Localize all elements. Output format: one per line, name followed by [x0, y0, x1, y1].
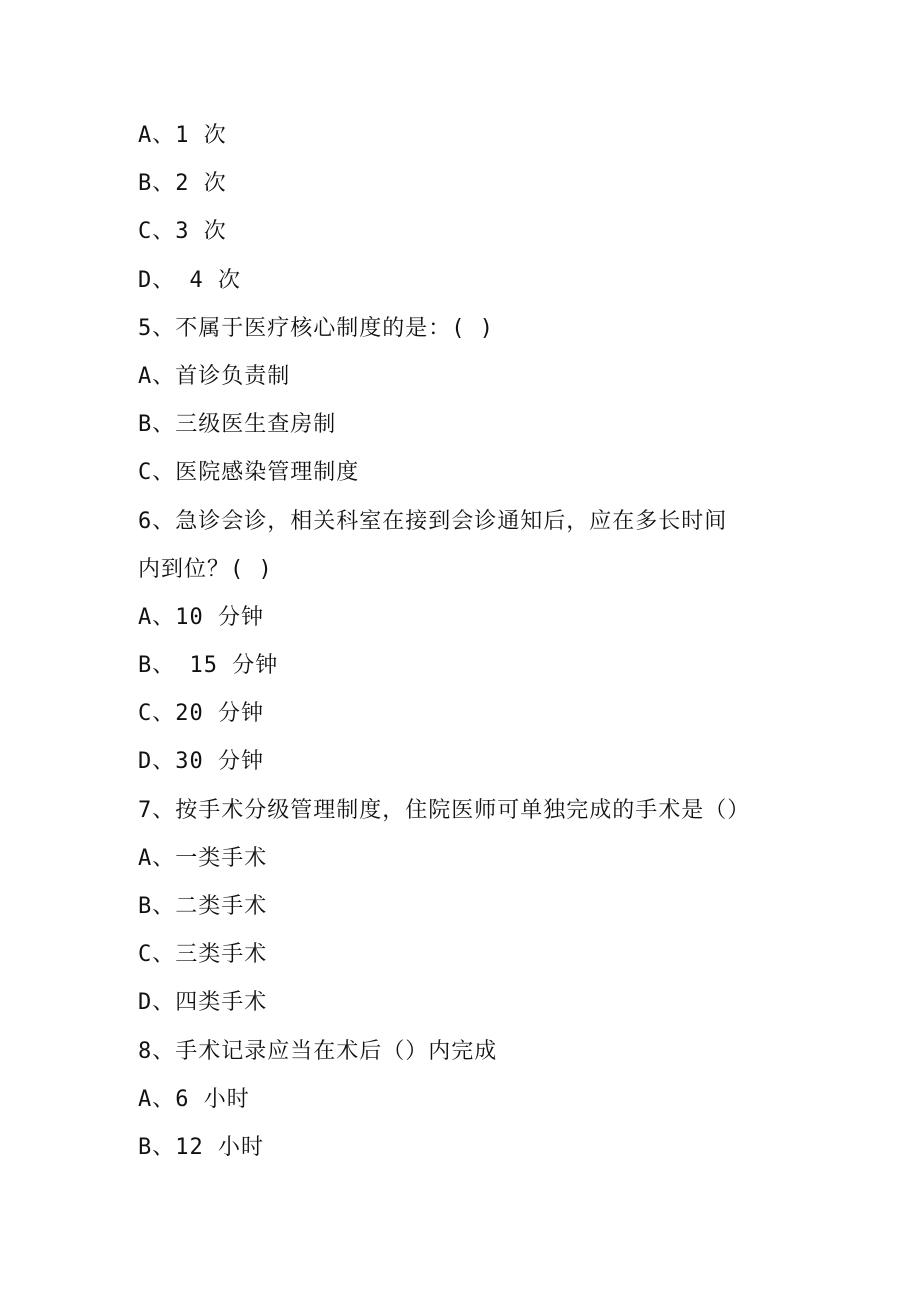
option-d-q6: D、30 分钟	[138, 749, 264, 775]
question-6-line-2: 内到位？( )	[138, 556, 273, 582]
question-6-line-1: 6、急诊会诊，相关科室在接到会诊通知后，应在多长时间	[138, 508, 728, 534]
option-b-q7: B、二类手术	[138, 894, 268, 919]
option-a-q7: A、一类手术	[138, 845, 268, 871]
option-d-q7: D、四类手术	[138, 990, 268, 1016]
option-d-q4: D、 4 次	[138, 267, 241, 293]
question-7: 7、按手术分级管理制度，住院医师可单独完成的手术是（）	[138, 797, 751, 823]
option-b-q4: B、2 次	[138, 171, 227, 197]
option-c-q6: C、20 分钟	[138, 701, 264, 727]
question-8: 8、手术记录应当在术后（）内完成	[138, 1038, 498, 1064]
option-b-q6: B、 15 分钟	[138, 653, 279, 679]
option-a-q8: A、6 小时	[138, 1086, 250, 1112]
option-a-q4: A、1 次	[138, 123, 227, 148]
option-c-q7: C、三类手术	[138, 942, 268, 968]
option-c-q4: C、3 次	[138, 219, 227, 245]
question-list	[138, 112, 818, 1172]
option-a-q5: A、首诊负责制	[138, 363, 291, 389]
option-a-q6: A、10 分钟	[138, 604, 264, 630]
option-c-q5: C、医院感染管理制度	[138, 460, 360, 486]
question-5: 5、不属于医疗核心制度的是：( )	[138, 315, 494, 341]
option-b-q5: B、三级医生查房制	[138, 412, 337, 438]
option-b-q8: B、12 小时	[138, 1134, 264, 1160]
